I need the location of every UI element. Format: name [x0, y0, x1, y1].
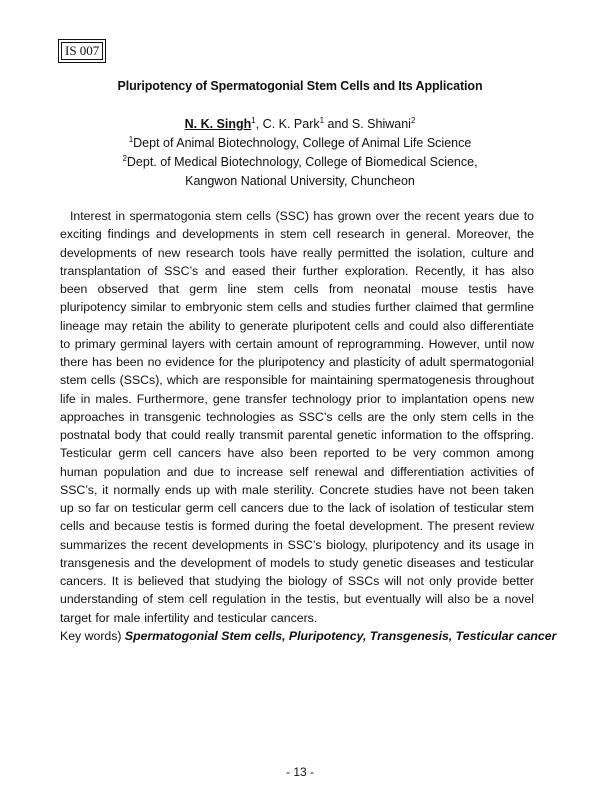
coauthor-text: , C. K. Park [255, 117, 320, 131]
abstract-code-box: IS 007 [58, 39, 106, 63]
author-superscript: 2 [410, 115, 416, 125]
affiliation-1 [0, 136, 600, 150]
affiliation-text: Dept. of Medical Biotechnology, College of Biomedical Science, [126, 155, 478, 169]
abstract-body: Interest in spermatogonia stem cells (SSC) has grown over the recent years due to exciting findings and developments in stem cell research in general. Moreover, the developments of new research tools have really permitted the isolation, culture and transplantation of SSC’s and eased their further exploration. Recently, it has also been observed that germ line stem cells from neonatal mouse testis have pluripotency similar to embryonic stem cells and studies further claimed that germline lineage may retain the ability to generate pluripotent cells and could also differentiate to primary germinal layers with certain amount of reprogramming. However, until now there has been no evidence for the pluripotency and plasticity of adult spermatogonial stem cells (SSCs), which are responsible for maintaining spermatogenesis throughout life in males. Furthermore, gene transfer technology prior to implantation opens new approaches in transgenic technologies as SSC’s cells are the only stem cells in the postnatal body that could really transmit parental genetic information to the offspring. Testicular germ cell cancers have also been reported to be very common among human population and due to increase self renewal and differentiation activities of SSC’s, it normally ends up with male sterility. Concrete studies have not been taken up so far on testicular germ cell cancers due to the lack of isolation of testicular stem cells and because testis is formed during the foetal development. The present review summarizes the recent developments in SSC’s biology, pluripotency and its usage in transgenesis and the development of models to study genetic diseases and testicular cancers. It is believed that studying the biology of SSCs will not only provide better understanding of stem cell regulation in the testis, but eventually will also be a novel target for male infertility and testicular cancers. [60, 209, 534, 625]
author-superscript: 1 [251, 115, 256, 125]
affiliation-3: Kangwon National University, Chuncheon [185, 174, 415, 188]
affiliation-superscript: 2 [122, 153, 127, 163]
coauthor-text: and S. Shiwani [324, 117, 411, 131]
page-number: - 13 - [285, 765, 314, 779]
keywords-list: Spermatogonial Stem cells, Pluripotency, Transgenesis, Testicular cancer [124, 629, 557, 643]
author-superscript: 1 [319, 115, 325, 125]
keywords-line [60, 629, 556, 643]
affiliation-2 [0, 155, 600, 169]
affiliation-superscript: 1 [128, 134, 134, 144]
presenting-author: N. K. Singh [184, 117, 252, 131]
paper-title: Pluripotency of Spermatogonial Stem Cells and Its Application [117, 79, 483, 93]
keywords-label: Key words) [60, 629, 125, 643]
affiliation-text: Dept of Animal Biotechnology, College of Animal Life Science [133, 136, 472, 150]
author-line [0, 117, 600, 131]
